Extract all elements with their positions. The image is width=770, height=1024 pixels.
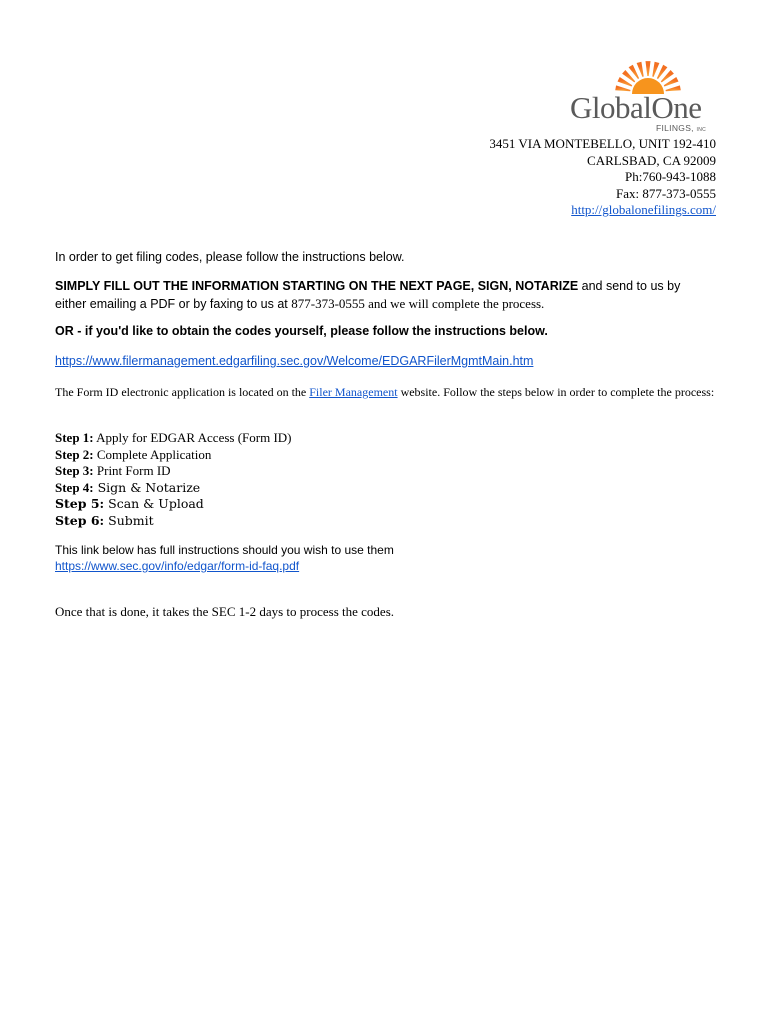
simply-bold: SIMPLY FILL OUT THE INFORMATION STARTING ON THE NEXT PAGE, SIGN, NOTARIZE (55, 279, 579, 293)
address-line2: CARLSBAD, CA 92009 (587, 152, 716, 168)
fax: Fax: 877-373-0555 (615, 185, 716, 201)
sun-ray (652, 62, 659, 77)
filer-url-para (55, 354, 715, 368)
form-id-paragraph: The Form ID electronic application is located on the Filer Management website. Follow the steps below in order to complete the process: (55, 385, 715, 399)
step-item: Step 5: Scan & Upload (55, 496, 204, 511)
logo-subtext: FILINGS, INC (656, 123, 707, 133)
form-id-faq-link[interactable]: https://www.sec.gov/info/edgar/form-id-faq.pdf (55, 559, 300, 573)
step-item: Step 3: Print Form ID (55, 463, 171, 478)
website-link[interactable]: http://globalonefilings.com/ (571, 202, 716, 217)
step-item: Step 4: Sign & Notarize (55, 479, 201, 495)
address-block (489, 136, 716, 219)
closing-text: Once that is done, it takes the SEC 1-2 days to process the codes. (55, 604, 395, 619)
filer-management-url-link[interactable]: https://www.filermanagement.edgarfiling.sec.gov/Welcome/EDGARFilerMgmtMain.htm (55, 354, 534, 368)
or-heading: OR - if you'd like to obtain the codes yourself, please follow the instructions below. (55, 324, 548, 338)
phone: Ph:760-943-1088 (625, 169, 716, 184)
simply-paragraph: SIMPLY FILL OUT THE INFORMATION STARTING ON THE NEXT PAGE, SIGN, NOTARIZE and send to us by either emailing a PDF or by faxing to us at 877-373-0555 and we will complete the process. (55, 279, 681, 311)
link-intro-paragraph: This link below has full instructions should you wish to use them https://www.sec.gov/info/edgar/form-id-faq.pdf (55, 543, 394, 573)
step-item: Step 6: Submit (55, 512, 154, 528)
step-item: Step 2: Complete Application (55, 446, 212, 462)
globalone-logo (570, 60, 720, 135)
steps-list (55, 430, 715, 529)
intro-text: In order to get filing codes, please follow the instructions below. (55, 250, 405, 264)
sun-ray (646, 61, 651, 76)
address-line1: 3451 VIA MONTEBELLO, UNIT 192-410 (489, 136, 716, 151)
step-item: Step 1: Apply for EDGAR Access (Form ID) (55, 430, 292, 445)
filer-management-link[interactable]: Filer Management (309, 385, 398, 399)
sun-ray (637, 62, 644, 77)
logo-wordmark: GlobalOne (570, 90, 702, 125)
